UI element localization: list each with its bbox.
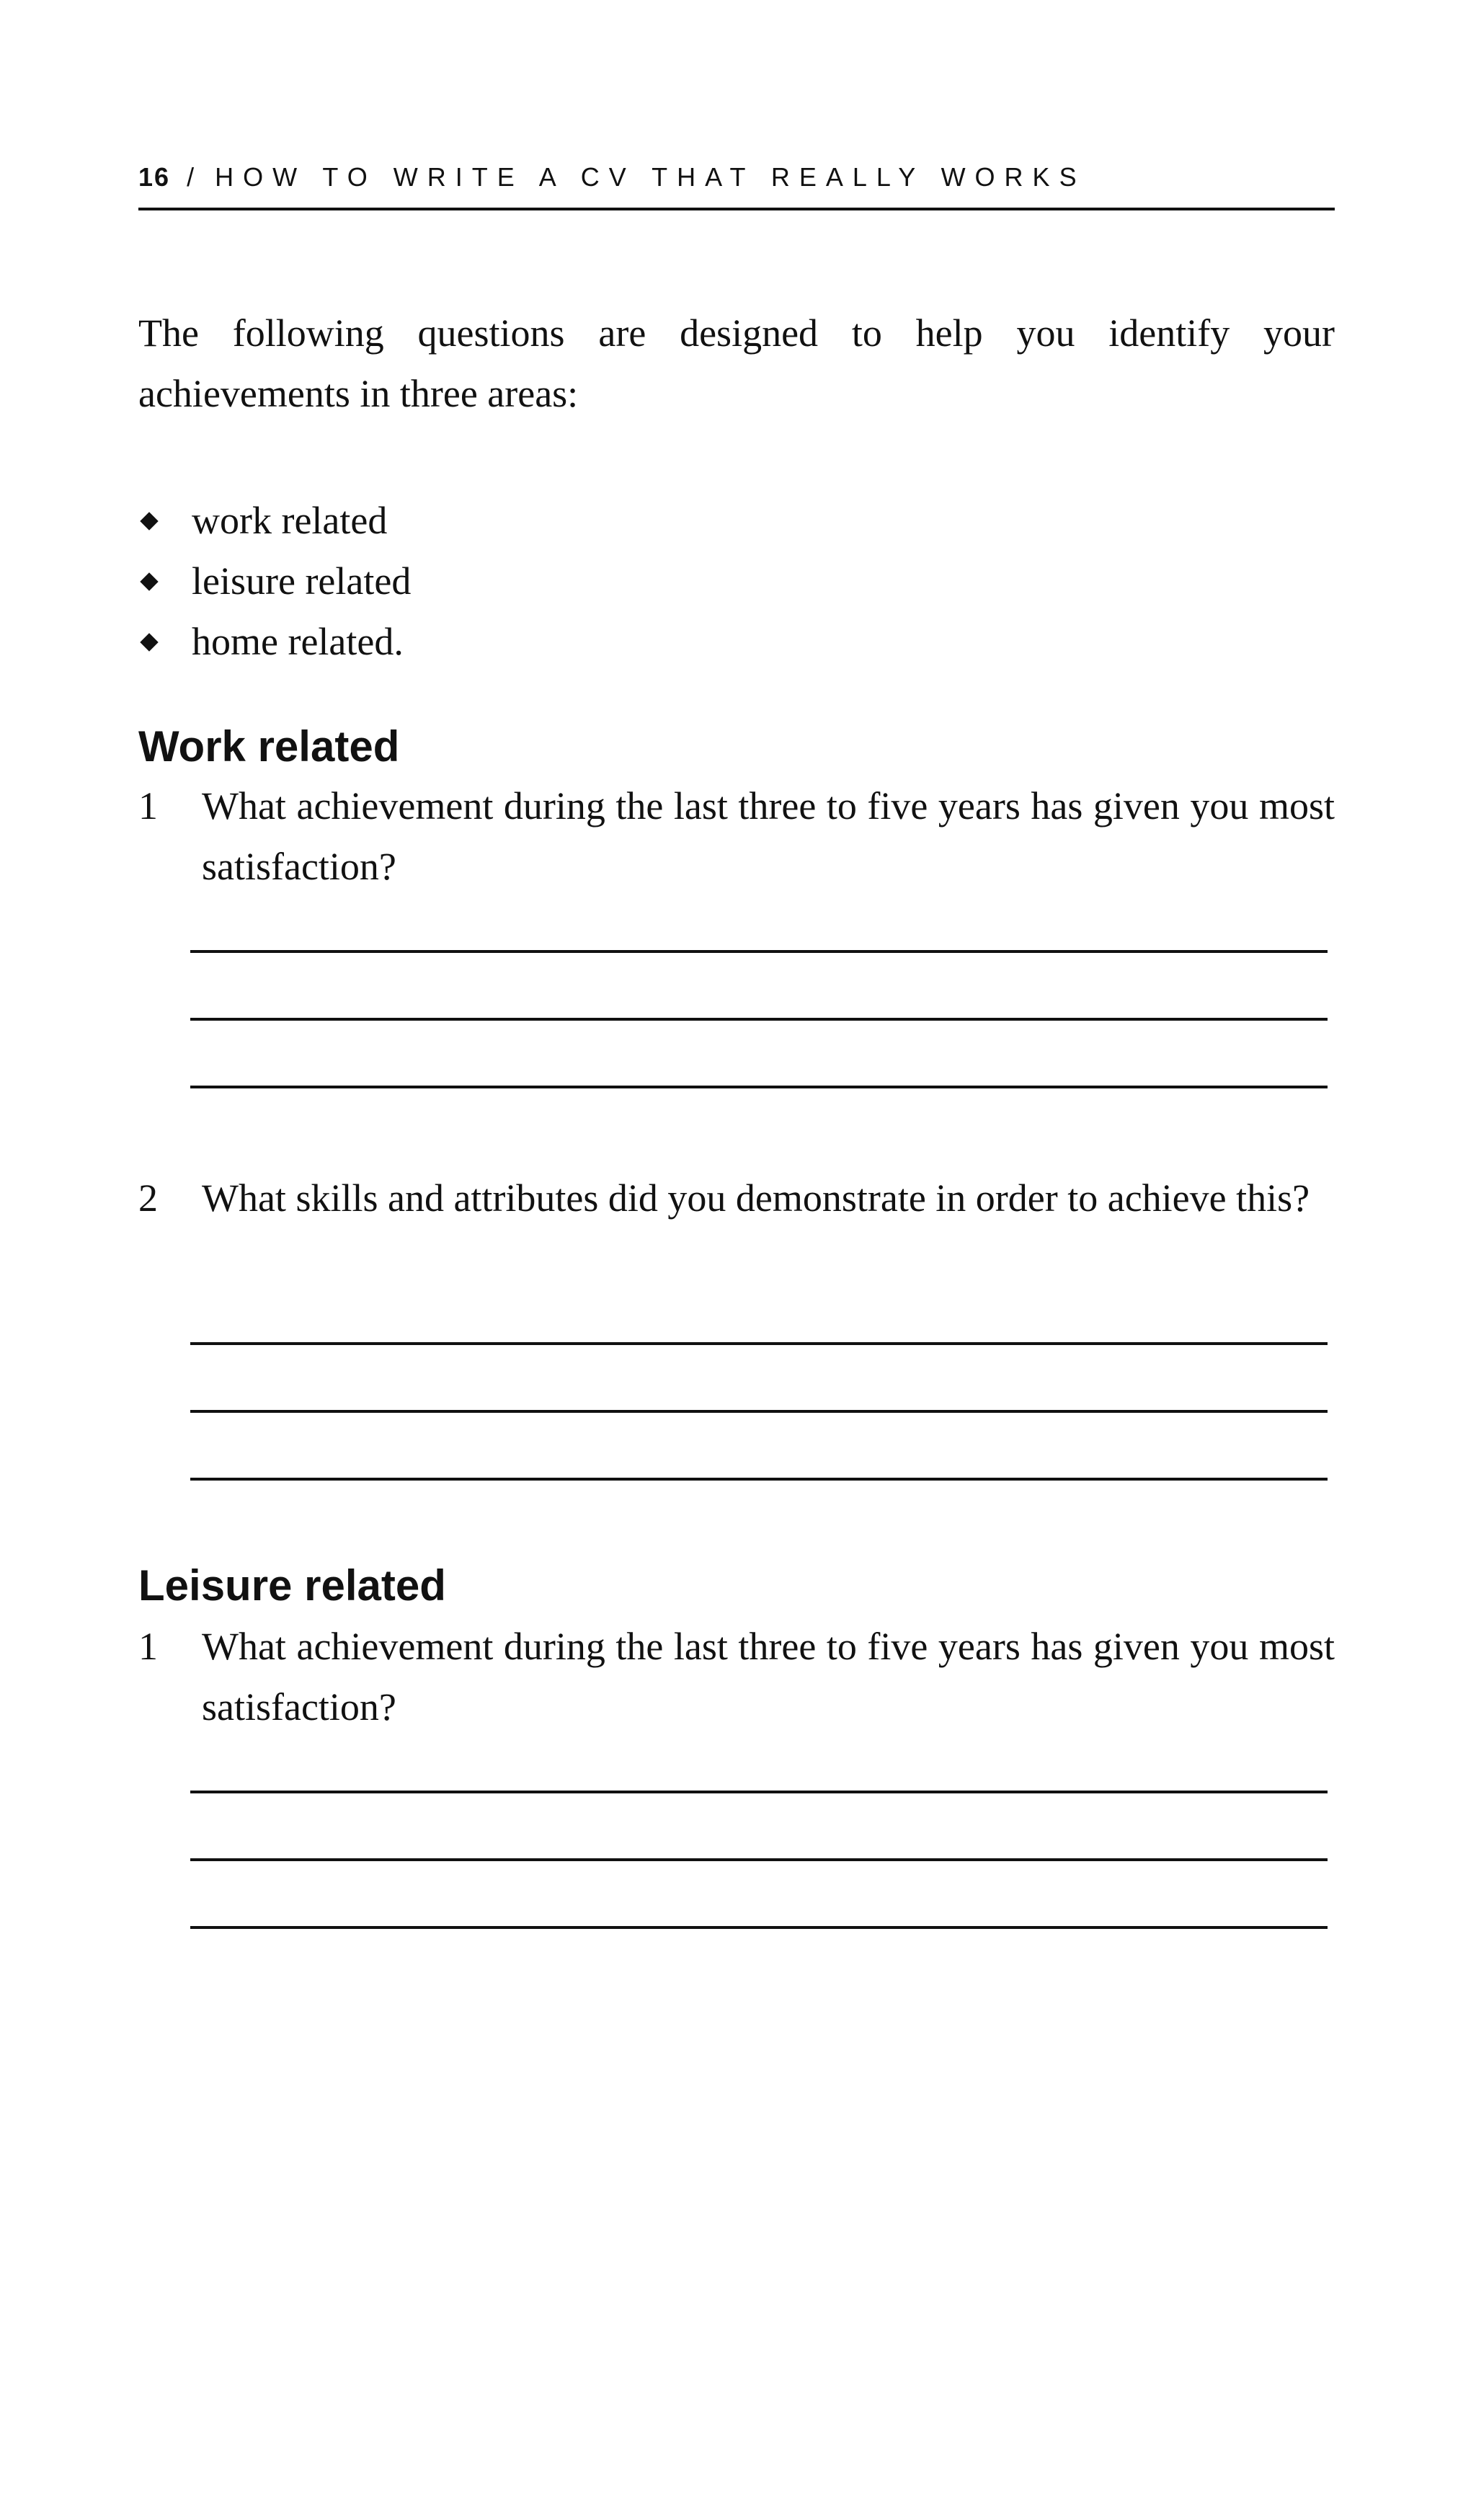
answer-line[interactable] bbox=[190, 1410, 1328, 1413]
question-number: 1 bbox=[138, 1625, 158, 1668]
diamond-bullet-icon bbox=[140, 633, 158, 651]
running-header bbox=[138, 161, 1335, 193]
section-heading-work: Work related bbox=[138, 722, 400, 771]
answer-line[interactable] bbox=[190, 950, 1328, 953]
question-work-1 bbox=[138, 776, 1335, 897]
list-item bbox=[138, 611, 1335, 672]
header-rule bbox=[138, 208, 1335, 210]
question-text: What achievement during the last three to five years has given you most satisfaction? bbox=[202, 1625, 1335, 1729]
intro-paragraph: The following questions are designed to help you identify your achievements in three areas: bbox=[138, 311, 1335, 415]
answer-line[interactable] bbox=[190, 1858, 1328, 1861]
list-item bbox=[138, 551, 1335, 611]
section-heading-leisure: Leisure related bbox=[138, 1561, 446, 1610]
list-item bbox=[138, 490, 1335, 551]
diamond-bullet-icon bbox=[140, 512, 158, 530]
answer-line[interactable] bbox=[190, 1018, 1328, 1021]
question-number: 2 bbox=[138, 1176, 158, 1220]
question-text: What skills and attributes did you demonstrate in order to achieve this? bbox=[202, 1176, 1310, 1220]
header-separator: / bbox=[187, 162, 199, 192]
answer-line[interactable] bbox=[190, 1342, 1328, 1345]
question-work-2 bbox=[138, 1168, 1335, 1228]
list-item-label: work related bbox=[192, 499, 388, 542]
answer-line[interactable] bbox=[190, 1926, 1328, 1929]
question-text: What achievement during the last three to five years has given you most satisfaction? bbox=[202, 784, 1335, 888]
areas-list bbox=[138, 490, 1335, 672]
page-number: 16 bbox=[138, 162, 171, 192]
question-leisure-1 bbox=[138, 1616, 1335, 1737]
book-title: HOW TO WRITE A CV THAT REALLY WORKS bbox=[215, 162, 1086, 192]
diamond-bullet-icon bbox=[140, 572, 158, 590]
list-item-label: leisure related bbox=[192, 559, 412, 603]
answer-line[interactable] bbox=[190, 1791, 1328, 1793]
answer-line[interactable] bbox=[190, 1086, 1328, 1088]
answer-line[interactable] bbox=[190, 1478, 1328, 1481]
question-number: 1 bbox=[138, 784, 158, 828]
list-item-label: home related. bbox=[192, 620, 404, 663]
